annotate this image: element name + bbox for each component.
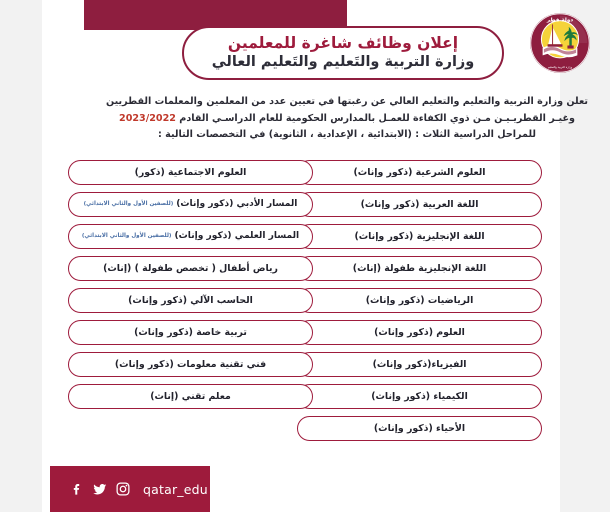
specialization-pill	[68, 160, 313, 185]
specialization-label: الكيمياء (ذكور وإناث)	[371, 390, 468, 402]
specialization-pill	[68, 192, 313, 217]
specialization-pill	[297, 256, 542, 281]
header-title-pill	[182, 26, 504, 80]
specialization-label: اللغة الإنجليزية (ذكور وإناث)	[354, 230, 485, 242]
specialization-label: العلوم (ذكور وإناث)	[374, 326, 465, 338]
poster-card	[42, 0, 588, 512]
specialization-label: تربية خاصة (ذكور وإناث)	[134, 326, 247, 338]
specialization-column-right	[297, 160, 542, 448]
specialization-label: المسار العلمي (ذكور وإناث)	[174, 230, 300, 241]
specialization-label: رياض أطفال ( تخصص طفولة ) (إناث)	[103, 262, 278, 274]
instagram-icon[interactable]	[114, 481, 131, 498]
specialization-pill	[297, 384, 542, 409]
ministry-name: وزارة التربية والتَعليم والتَعليم العالي	[211, 54, 475, 71]
twitter-icon[interactable]	[91, 481, 108, 498]
specialization-pill	[68, 288, 313, 313]
specialization-label: اللغة العربية (ذكور وإناث)	[360, 198, 479, 210]
social-handle: qatar_edu	[143, 481, 208, 497]
svg-text:وزارة التربية والتعليم: وزارة التربية والتعليم	[547, 64, 573, 69]
specialization-label: العلوم الشرعية (ذكور وإناث)	[353, 166, 486, 178]
specialization-label: الحاسب الآلي (ذكور وإناث)	[128, 294, 253, 306]
specialization-label: الأحياء (ذكور وإناث)	[373, 422, 466, 434]
intro-part-1: تعلن وزارة التربية والتعليم والتعليم العالي عن رغبتها في تعيين عدد من المعلمين والمعلمات القطريين وغيـر القطريـيـن مـن ذوي الكفاءة للعمـل بالمدارس الحكومية للعام الدراسـي القادم	[106, 96, 588, 124]
specialization-label: العلوم الاجتماعية (ذكور)	[134, 166, 247, 178]
specialization-pill	[297, 224, 542, 249]
specialization-column-left	[68, 160, 313, 416]
specialization-note: (للصفين الأول والثاني الابتدائي)	[81, 232, 172, 239]
specialization-label: الفيزياء(ذكور وإناث)	[372, 358, 467, 370]
specialization-pill	[297, 352, 542, 377]
specialization-label: فني تقنية معلومات (ذكور وإناث)	[114, 358, 267, 370]
specialization-note: (للصفين الأول والثاني الابتدائي)	[83, 200, 174, 207]
page-title: إعلان وظائف شاغرة للمعلمين	[227, 33, 459, 52]
specialization-label: الرياضيات (ذكور وإناث)	[365, 294, 474, 306]
svg-text:دولة قطر: دولة قطر	[546, 17, 574, 24]
specialization-pill	[68, 352, 313, 377]
specialization-label: اللغة الإنجليزية طفولة (إناث)	[352, 262, 487, 274]
specialization-pill	[68, 224, 313, 249]
specialization-pill	[297, 288, 542, 313]
specialization-pill	[68, 384, 313, 409]
facebook-icon[interactable]	[68, 481, 85, 498]
specialization-pill	[297, 416, 542, 441]
social-footer	[50, 466, 210, 512]
specialization-pill	[297, 320, 542, 345]
specialization-label: المسار الأدبي (ذكور وإناث)	[176, 198, 298, 209]
announcement-paragraph	[106, 94, 588, 144]
specialization-pill	[297, 192, 542, 217]
academic-year-highlight: 2023/2022	[119, 112, 176, 124]
specialization-pill	[297, 160, 542, 185]
qatar-ministry-of-education-emblem	[529, 12, 591, 74]
specialization-label: معلم تقني (إناث)	[150, 390, 231, 402]
specialization-pill	[68, 256, 313, 281]
specialization-pill	[68, 320, 313, 345]
intro-part-2: للمراحل الدراسية الثلاث : (الابتدائية ، الإعدادية ، الثانوية) في التخصصات التالية :	[158, 129, 536, 140]
specializations-columns	[42, 160, 560, 460]
